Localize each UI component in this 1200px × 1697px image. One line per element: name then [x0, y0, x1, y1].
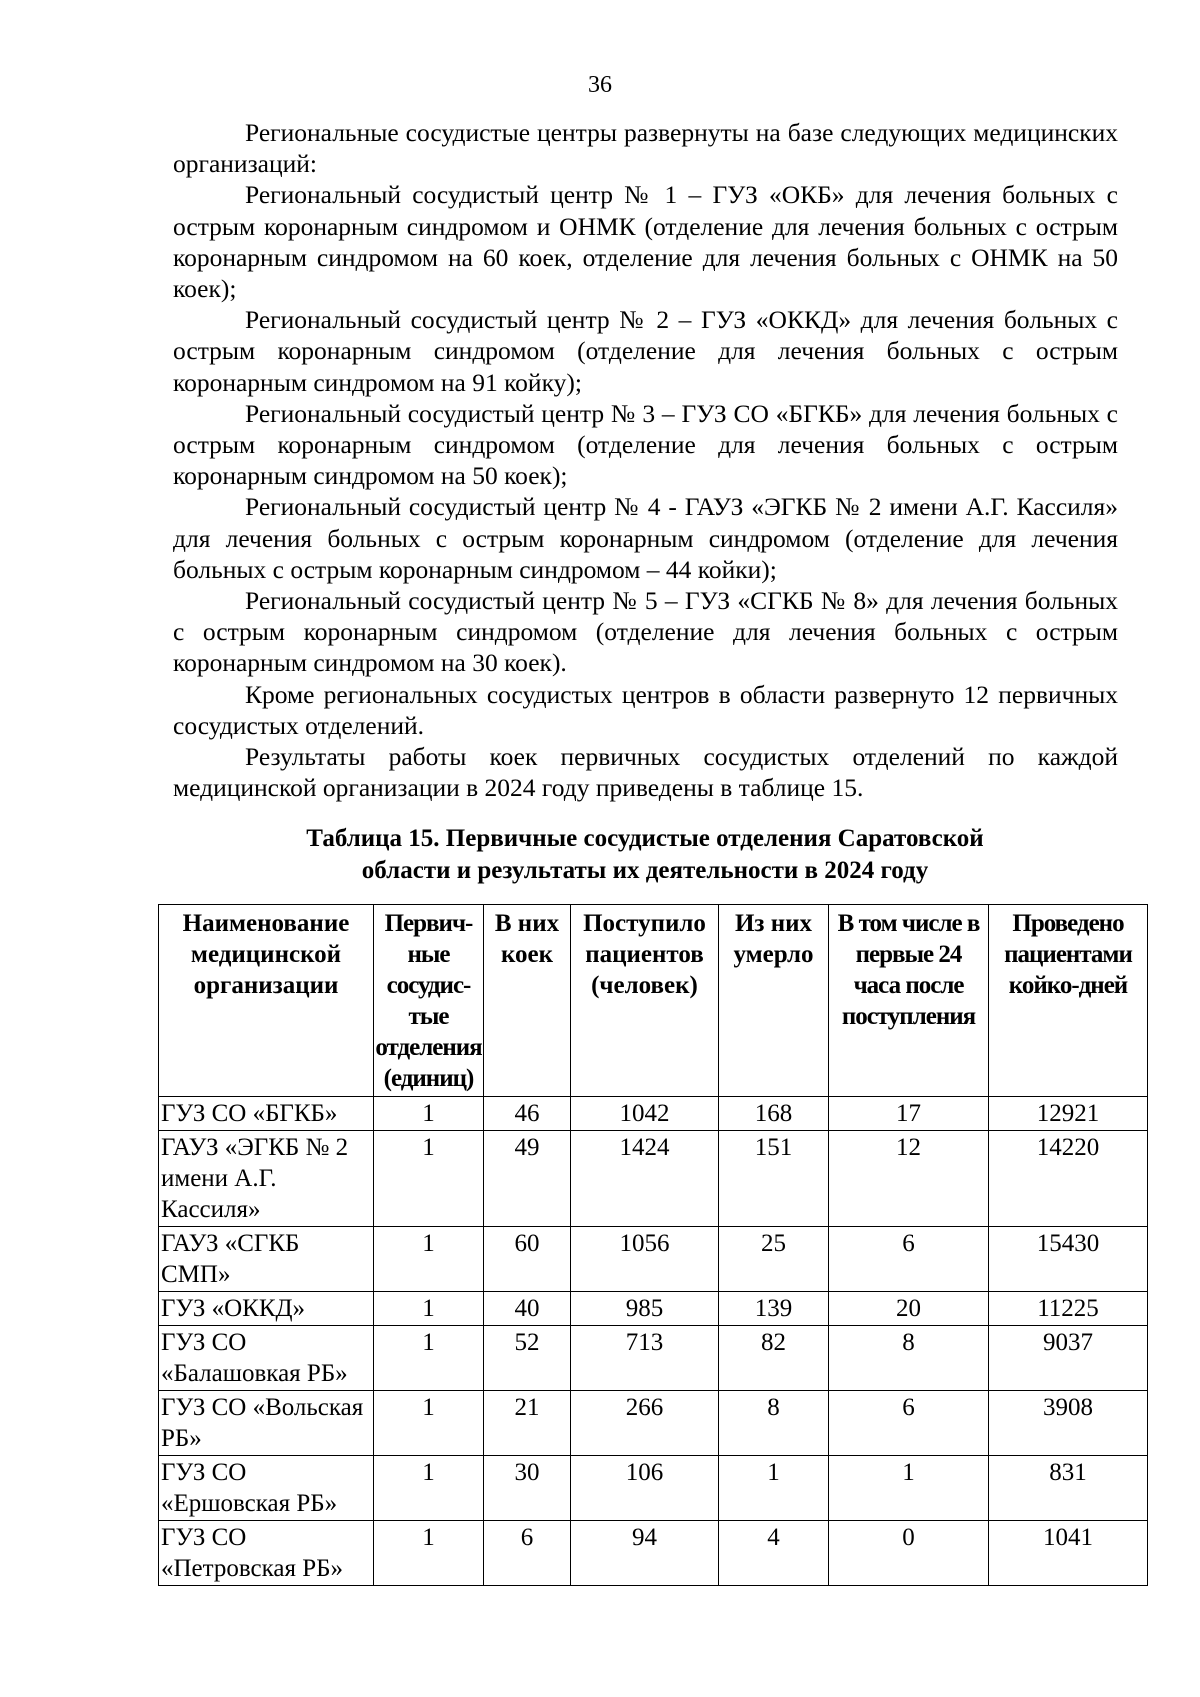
table-caption-line: Таблица 15. Первичные сосудистые отделения Саратовской	[306, 825, 984, 852]
cell-died: 168	[719, 1097, 829, 1131]
cell-died-24h: 0	[829, 1521, 989, 1586]
cell-organization: ГУЗ СО «БГКБ»	[159, 1097, 374, 1131]
cell-organization: ГУЗ СО «Петровская РБ»	[159, 1521, 374, 1586]
cell-organization: ГАУЗ «СГКБ СМП»	[159, 1227, 374, 1292]
cell-beds: 6	[484, 1521, 571, 1586]
cell-beds: 49	[484, 1131, 571, 1227]
cell-died-24h: 1	[829, 1456, 989, 1521]
cell-units: 1	[374, 1131, 484, 1227]
cell-beds: 46	[484, 1097, 571, 1131]
cell-admitted: 266	[571, 1391, 719, 1456]
column-header-died: Из них умерло	[719, 905, 829, 1097]
cell-organization: ГУЗ «ОККД»	[159, 1292, 374, 1326]
paragraph: Региональный сосудистый центр № 2 – ГУЗ «ОККД» для лечения больных с острым коронарным синдромом (отделение для лечения больных с острым коронарным синдромом на 91 койку);	[173, 305, 1118, 397]
cell-organization: ГУЗ СО «Балашовкая РБ»	[159, 1326, 374, 1391]
paragraph: Региональный сосудистый центр № 1 – ГУЗ «ОКБ» для лечения больных с острым коронарным синдромом и ОНМК (отделение для лечения больных с острым коронарным синдромом на 60 коек, отделение для лечения больных с ОНМК на 50 коек);	[173, 180, 1118, 304]
cell-beds: 60	[484, 1227, 571, 1292]
cell-bed-days: 831	[989, 1456, 1148, 1521]
cell-died-24h: 12	[829, 1131, 989, 1227]
cell-bed-days: 1041	[989, 1521, 1148, 1586]
column-header-units: Первич-ные сосудис-тые отделения (единиц)	[374, 905, 484, 1097]
cell-admitted: 1042	[571, 1097, 719, 1131]
column-header-beds: В них коек	[484, 905, 571, 1097]
column-header-admitted: Поступило пациентов (человек)	[571, 905, 719, 1097]
table-header-row	[159, 905, 1148, 1097]
table-row	[159, 1292, 1148, 1326]
cell-died-24h: 8	[829, 1326, 989, 1391]
cell-died: 8	[719, 1391, 829, 1456]
cell-admitted: 1056	[571, 1227, 719, 1292]
cell-died: 82	[719, 1326, 829, 1391]
cell-died-24h: 17	[829, 1097, 989, 1131]
table-caption	[160, 823, 1130, 887]
cell-bed-days: 14220	[989, 1131, 1148, 1227]
cell-units: 1	[374, 1391, 484, 1456]
paragraph: Региональные сосудистые центры развернуты на базе следующих медицинских организаций:	[173, 118, 1118, 179]
column-header-bed-days: Проведено пациентами койко-дней	[989, 905, 1148, 1097]
cell-beds: 52	[484, 1326, 571, 1391]
cell-died: 4	[719, 1521, 829, 1586]
cell-bed-days: 15430	[989, 1227, 1148, 1292]
cell-organization: ГУЗ СО «Вольская РБ»	[159, 1391, 374, 1456]
table-row	[159, 1391, 1148, 1456]
cell-died: 139	[719, 1292, 829, 1326]
paragraph: Региональный сосудистый центр № 5 – ГУЗ «СГКБ № 8» для лечения больных с острым коронарным синдромом (отделение для лечения больных с острым коронарным синдромом на 30 коек).	[173, 586, 1118, 678]
cell-died-24h: 6	[829, 1391, 989, 1456]
cell-beds: 40	[484, 1292, 571, 1326]
cell-organization: ГАУЗ «ЭГКБ № 2 имени А.Г. Кассиля»	[159, 1131, 374, 1227]
body-text	[173, 117, 1118, 803]
column-header-died-24h: В том числе в первые 24 часа после поступления	[829, 905, 989, 1097]
cell-bed-days: 9037	[989, 1326, 1148, 1391]
cell-beds: 21	[484, 1391, 571, 1456]
cell-admitted: 94	[571, 1521, 719, 1586]
cell-admitted: 106	[571, 1456, 719, 1521]
cell-died-24h: 6	[829, 1227, 989, 1292]
cell-died: 151	[719, 1131, 829, 1227]
paragraph: Результаты работы коек первичных сосудистых отделений по каждой медицинской организации в 2024 году приведены в таблице 15.	[173, 742, 1118, 803]
cell-units: 1	[374, 1326, 484, 1391]
paragraph: Региональный сосудистый центр № 3 – ГУЗ СО «БГКБ» для лечения больных с острым коронарным синдромом (отделение для лечения больных с острым коронарным синдромом на 50 коек);	[173, 398, 1118, 491]
cell-bed-days: 12921	[989, 1097, 1148, 1131]
cell-units: 1	[374, 1521, 484, 1586]
table-caption-line: области и результаты их деятельности в 2024 году	[361, 857, 929, 884]
cell-admitted: 1424	[571, 1131, 719, 1227]
table-row	[159, 1456, 1148, 1521]
cell-units: 1	[374, 1292, 484, 1326]
table-row	[159, 1326, 1148, 1391]
cell-organization: ГУЗ СО «Ершовская РБ»	[159, 1456, 374, 1521]
cell-bed-days: 11225	[989, 1292, 1148, 1326]
table-row	[159, 1131, 1148, 1227]
cell-units: 1	[374, 1097, 484, 1131]
table-row	[159, 1097, 1148, 1131]
cell-beds: 30	[484, 1456, 571, 1521]
cell-admitted: 985	[571, 1292, 719, 1326]
cell-died: 25	[719, 1227, 829, 1292]
paragraph: Кроме региональных сосудистых центров в области развернуто 12 первичных сосудистых отделений.	[173, 679, 1118, 740]
cell-admitted: 713	[571, 1326, 719, 1391]
cell-units: 1	[374, 1227, 484, 1292]
cell-bed-days: 3908	[989, 1391, 1148, 1456]
facilities-table	[158, 904, 1148, 1586]
table-row	[159, 1521, 1148, 1586]
cell-died: 1	[719, 1456, 829, 1521]
paragraph: Региональный сосудистый центр № 4 - ГАУЗ «ЭГКБ № 2 имени А.Г. Кассиля» для лечения больных с острым коронарным синдромом (отделение для лечения больных с острым коронарным синдромом – 44 койки);	[173, 492, 1118, 584]
column-header-organization: Наименование медицинской организации	[159, 905, 374, 1097]
cell-died-24h: 20	[829, 1292, 989, 1326]
table-row	[159, 1227, 1148, 1292]
page-number: 36	[588, 72, 612, 98]
cell-units: 1	[374, 1456, 484, 1521]
